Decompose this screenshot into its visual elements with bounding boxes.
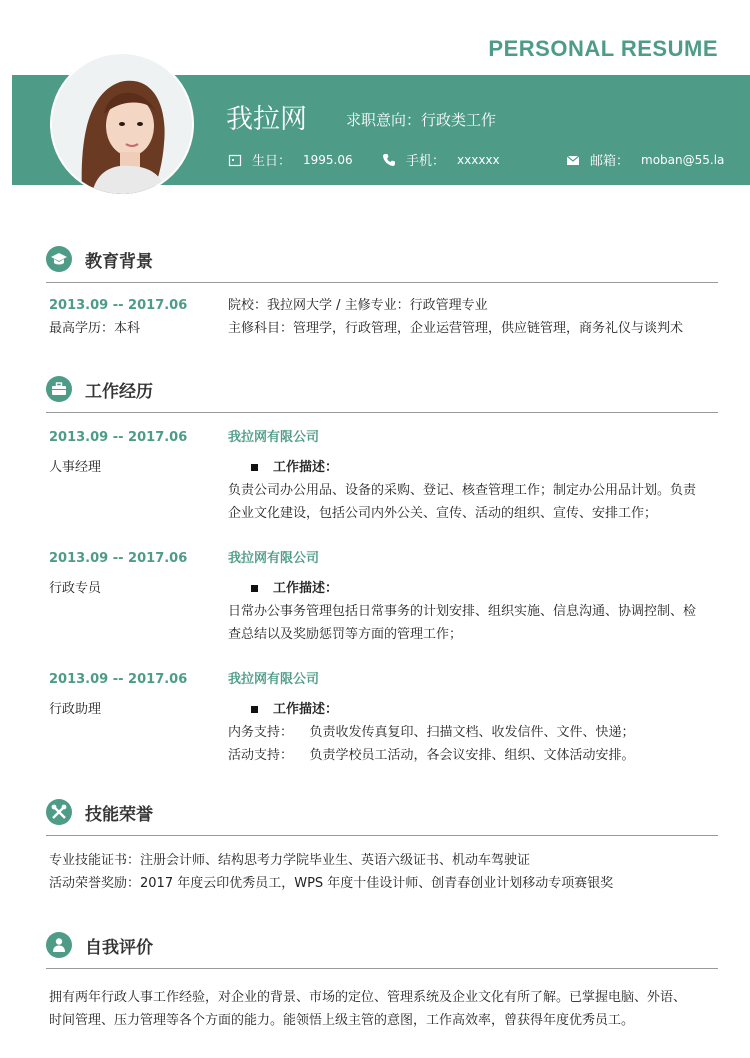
job-desc-label: 工作描述： (273, 702, 339, 717)
education-period: 2013.09 -- 2017.06 (49, 298, 188, 313)
job-role: 行政助理 (49, 702, 102, 717)
mail-icon (566, 153, 580, 167)
job-company: 我拉网有限公司 (228, 672, 320, 687)
job-period: 2013.09 -- 2017.06 (49, 551, 188, 566)
job-desc-line: 企业文化建设，包括公司内外公关、宣传、活动的组织、宣传、安排工作； (228, 506, 658, 521)
birthday-label: 生日： (252, 154, 292, 169)
job-intent: 求职意向：行政类工作 (346, 111, 497, 129)
job-company: 我拉网有限公司 (228, 430, 320, 445)
section-title: 自我评价 (85, 938, 153, 958)
birthday-info (228, 150, 353, 169)
job-desc-line: 负责公司办公用品、设备的采购、登记、核查管理工作；制定办公用品计划。负责 (228, 483, 697, 498)
self-evaluation-line: 时间管理、压力管理等各个方面的能力。能领悟上级主管的意图，工作高效率，曾获得年度优秀员工。 (49, 1013, 635, 1028)
job-desc-line: 查总结以及奖励惩罚等方面的管理工作； (228, 627, 463, 642)
email-value: moban@55.la (641, 152, 725, 167)
education-courses: 主修科目：管理学，行政管理，企业运营管理，供应链管理，商务礼仪与谈判术 (228, 321, 684, 336)
job-desc-line: 日常办公事务管理包括日常事务的计划安排、组织实施、信息沟通、协调控制、检 (228, 604, 697, 619)
section-education (46, 242, 718, 283)
briefcase-icon (46, 376, 72, 402)
phone-value: xxxxxx (457, 152, 500, 167)
profile-photo (52, 54, 192, 194)
skills-line: 活动荣誉奖励：2017 年度云印优秀员工，WPS 年度十佳设计师、创青春创业计划移动专项赛银奖 (49, 876, 614, 891)
resume-title-en: PERSONAL RESUME (488, 36, 718, 61)
job-desc-line: 内务支持： 负责收发传真复印、扫描文档、收发信件、文件、快递； (228, 725, 635, 740)
tools-icon (46, 799, 72, 825)
phone-info (382, 150, 500, 169)
section-title: 技能荣誉 (85, 805, 153, 825)
calendar-icon (228, 153, 242, 167)
education-degree: 最高学历：本科 (49, 321, 141, 336)
section-self-evaluation (46, 928, 718, 969)
self-evaluation-line: 拥有两年行政人事工作经验，对企业的背景、市场的定位、管理系统及企业文化有所了解。已掌握电脑、外语、 (49, 990, 687, 1005)
section-skills (46, 795, 718, 836)
job-role: 行政专员 (49, 581, 102, 596)
email-info (566, 150, 724, 169)
birthday-value: 1995.06 (303, 152, 353, 167)
candidate-name: 我拉网 (226, 104, 307, 135)
job-desc-label: 工作描述： (273, 460, 339, 475)
skills-line: 专业技能证书：注册会计师、结构思考力学院毕业生、英语六级证书、机动车驾驶证 (49, 853, 531, 868)
phone-label: 手机： (406, 154, 446, 169)
graduation-cap-icon (46, 246, 72, 272)
email-label: 邮箱： (590, 154, 630, 169)
job-desc-line: 活动支持： 负责学校员工活动，各会议安排、组织、文体活动安排。 (228, 748, 635, 763)
job-desc-label: 工作描述： (273, 581, 339, 596)
phone-icon (382, 153, 396, 167)
bullet (251, 585, 258, 592)
job-company: 我拉网有限公司 (228, 551, 320, 566)
job-role: 人事经理 (49, 460, 102, 475)
section-work (46, 372, 718, 413)
person-icon (46, 932, 72, 958)
job-period: 2013.09 -- 2017.06 (49, 430, 188, 445)
section-title: 工作经历 (85, 382, 153, 402)
education-school: 院校：我拉网大学 / 主修专业：行政管理专业 (228, 298, 488, 313)
bullet (251, 464, 258, 471)
bullet (251, 706, 258, 713)
section-title: 教育背景 (85, 252, 153, 272)
contact-info-row (228, 150, 750, 168)
job-period: 2013.09 -- 2017.06 (49, 672, 188, 687)
